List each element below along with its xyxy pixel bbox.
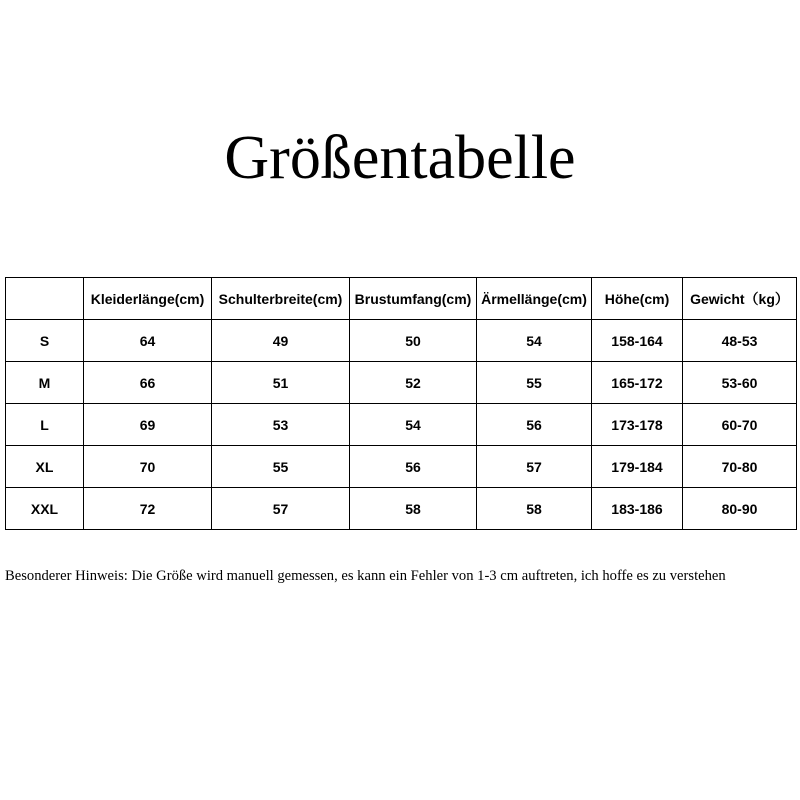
page-title: Größentabelle: [224, 124, 576, 192]
size-label-cell: M: [6, 362, 84, 404]
size-table: [5, 277, 797, 530]
table-cell: 60-70: [683, 404, 797, 446]
table-row: [6, 320, 797, 362]
table-cell: 66: [84, 362, 212, 404]
table-cell: 49: [212, 320, 350, 362]
table-row: [6, 488, 797, 530]
header-cell-sleeve-length: Ärmellänge(cm): [477, 278, 592, 320]
table-cell: 70-80: [683, 446, 797, 488]
table-cell: 51: [212, 362, 350, 404]
header-cell-weight: Gewicht（kg）: [683, 278, 797, 320]
table-cell: 52: [350, 362, 477, 404]
table-cell: 56: [477, 404, 592, 446]
size-label-cell: XXL: [6, 488, 84, 530]
table-cell: 50: [350, 320, 477, 362]
table-cell: 69: [84, 404, 212, 446]
table-cell: 55: [212, 446, 350, 488]
table-cell: 64: [84, 320, 212, 362]
table-cell: 57: [477, 446, 592, 488]
table-cell: 179-184: [592, 446, 683, 488]
measurement-note: Besonderer Hinweis: Die Größe wird manuell gemessen, es kann ein Fehler von 1-3 cm auftreten, ich hoffe es zu verstehen: [5, 568, 726, 584]
table-cell: 53-60: [683, 362, 797, 404]
table-header-row: [6, 278, 797, 320]
table-cell: 183-186: [592, 488, 683, 530]
table-cell: 158-164: [592, 320, 683, 362]
table-cell: 72: [84, 488, 212, 530]
size-label-cell: S: [6, 320, 84, 362]
table-cell: 55: [477, 362, 592, 404]
table-cell: 80-90: [683, 488, 797, 530]
table-cell: 53: [212, 404, 350, 446]
table-cell: 57: [212, 488, 350, 530]
size-label-cell: L: [6, 404, 84, 446]
table-cell: 58: [477, 488, 592, 530]
size-label-cell: XL: [6, 446, 84, 488]
table-cell: 70: [84, 446, 212, 488]
table-cell: 173-178: [592, 404, 683, 446]
header-cell-size: [6, 278, 84, 320]
table-row: [6, 404, 797, 446]
header-cell-height: Höhe(cm): [592, 278, 683, 320]
header-cell-shoulder-width: Schulterbreite(cm): [212, 278, 350, 320]
header-cell-dress-length: Kleiderlänge(cm): [84, 278, 212, 320]
table-cell: 48-53: [683, 320, 797, 362]
table-cell: 165-172: [592, 362, 683, 404]
table-row: [6, 362, 797, 404]
table-cell: 56: [350, 446, 477, 488]
header-cell-chest: Brustumfang(cm): [350, 278, 477, 320]
table-cell: 58: [350, 488, 477, 530]
table-cell: 54: [350, 404, 477, 446]
table-row: [6, 446, 797, 488]
table-cell: 54: [477, 320, 592, 362]
